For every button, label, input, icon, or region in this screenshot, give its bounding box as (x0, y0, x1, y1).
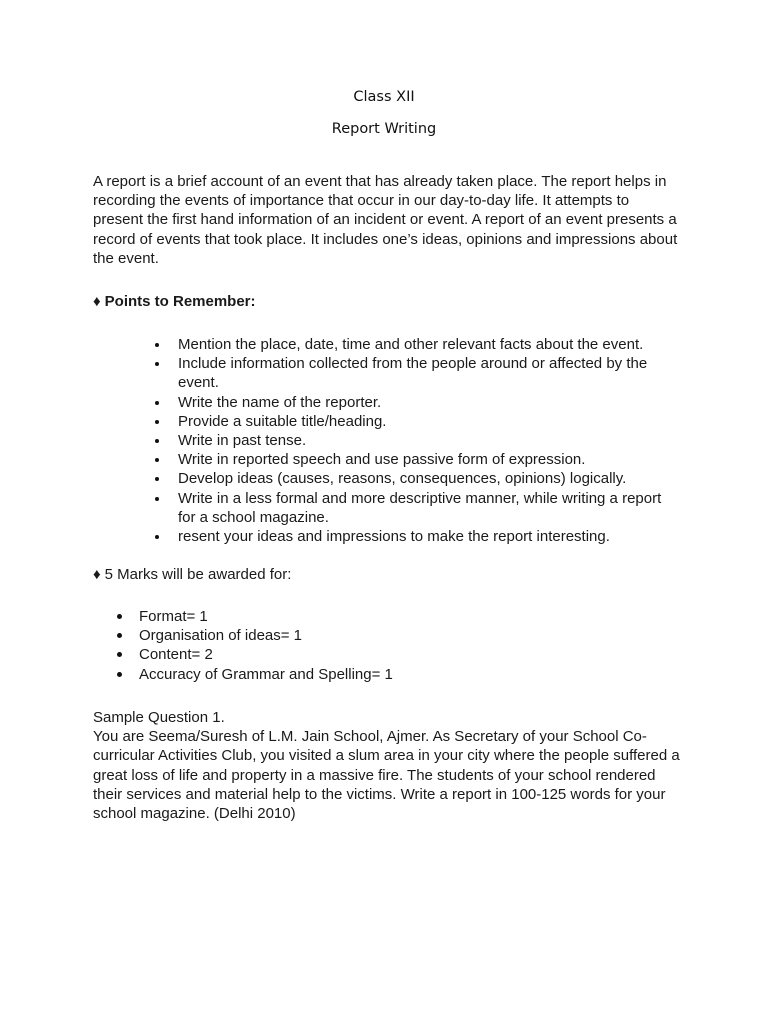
list-item: Include information collected from the people around or affected by the event. (178, 354, 678, 392)
list-item: Organisation of ideas= 1 (139, 626, 639, 645)
list-item: Format= 1 (139, 607, 639, 626)
diamond-bullet-icon: ♦ (93, 293, 101, 310)
marks-list (139, 607, 639, 684)
list-item: Develop ideas (causes, reasons, consequences, opinions) logically. (178, 469, 678, 488)
list-item: Write in reported speech and use passive form of expression. (178, 450, 678, 469)
list-item: Content= 2 (139, 645, 639, 664)
diamond-bullet-icon: ♦ (93, 566, 101, 583)
list-item: resent your ideas and impressions to make the report interesting. (178, 527, 678, 546)
points-heading (93, 292, 256, 311)
list-item: Mention the place, date, time and other relevant facts about the event. (178, 335, 678, 354)
sample-question-label: Sample Question 1. (93, 709, 225, 726)
intro-paragraph: A report is a brief account of an event that has already taken place. The report helps in recording the events of importance that occur in our day-to-day life. It attempts to present the first hand information of an incident or event. A report of an event presents a record of events that took place. It includes one’s ideas, opinions and impressions about the event. (93, 173, 678, 267)
list-item: Write the name of the reporter. (178, 393, 678, 412)
sample-question-text: You are Seema/Suresh of L.M. Jain School, Ajmer. As Secretary of your School Co-curricular Activities Club, you visited a slum area in your city where the people suffered a great loss of life and property in a massive fire. The students of your school rendered their services and material help to the victims. Write a report in 100-125 words for your school magazine. (Delhi 2010) (93, 728, 680, 823)
class-title: Class XII (353, 89, 415, 105)
points-heading-text: Points to Remember: (104, 293, 256, 310)
marks-heading (93, 565, 291, 584)
points-list (178, 335, 678, 546)
sample-question (93, 708, 683, 823)
list-item: Write in past tense. (178, 431, 678, 450)
marks-heading-text: 5 Marks will be awarded for: (104, 566, 292, 583)
list-item: Provide a suitable title/heading. (178, 412, 678, 431)
list-item: Write in a less formal and more descriptive manner, while writing a report for a school magazine. (178, 489, 678, 527)
report-title: Report Writing (331, 121, 437, 137)
list-item: Accuracy of Grammar and Spelling= 1 (139, 665, 639, 684)
